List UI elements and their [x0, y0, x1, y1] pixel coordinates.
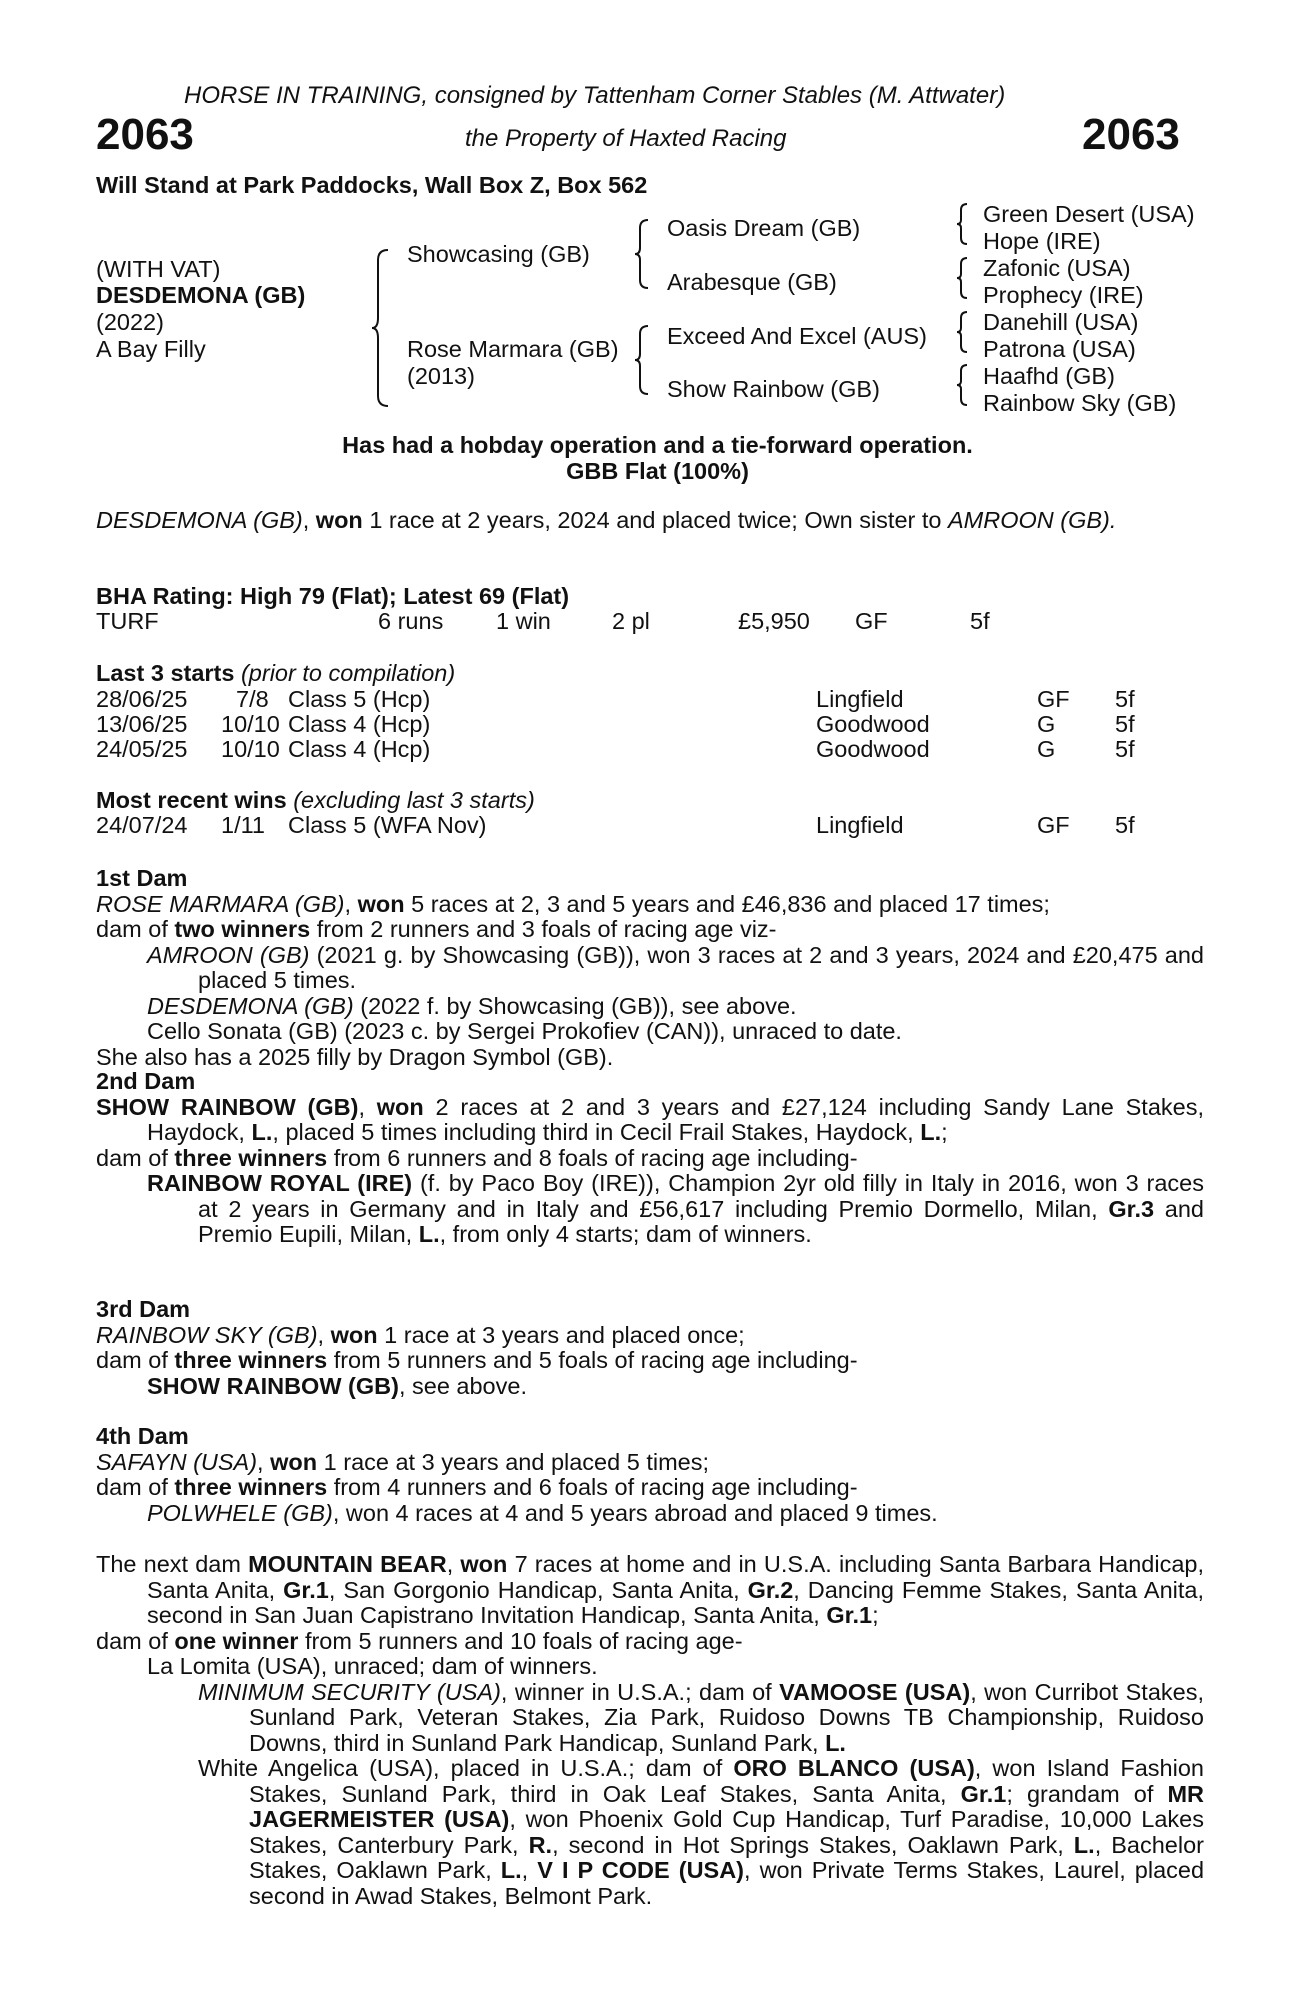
pedigree-ddd: Rainbow Sky (GB) — [983, 390, 1177, 416]
summary-text: 1 race at 2 years, 2024 and placed twice; Own sister to — [369, 507, 942, 533]
dam-of-suffix: from 5 runners and 10 foals of racing age- — [304, 1627, 743, 1654]
section-heading: 1st Dam — [96, 865, 188, 891]
progeny-text: , won 4 races at 4 and 5 years abroad and placed 9 times. — [332, 1499, 938, 1526]
listed-mark: L. — [418, 1221, 440, 1247]
next-dam-prefix: The next dam — [96, 1551, 241, 1577]
group-mark: Gr.1 — [283, 1576, 329, 1603]
pedigree-brace-ds — [955, 310, 969, 354]
dam-name: ROSE MARMARA (GB) — [96, 890, 345, 917]
consignment-line: HORSE IN TRAINING, consigned by Tattenham Corner Stables (M. Attwater) — [184, 82, 1006, 109]
lot-number-left: 2063 — [96, 110, 194, 159]
progeny-name: AMROON (GB) — [147, 941, 310, 968]
turf-going: GF — [855, 608, 888, 634]
summary-horse-name: DESDEMONA (GB) — [96, 507, 303, 533]
pedigree-dam: Rose Marmara (GB) — [407, 336, 619, 362]
table-row — [0, 712, 1315, 737]
start-position: 7/8 — [236, 686, 269, 712]
dam-won: won — [357, 890, 405, 917]
turf-surface: TURF — [96, 608, 159, 634]
location-line: Will Stand at Park Paddocks, Wall Box Z, Box 562 — [96, 172, 648, 198]
dam-of-suffix: from 4 runners and 6 foals of racing age including- — [333, 1474, 858, 1500]
progeny-text: ; grandam of — [1006, 1780, 1154, 1807]
listed-mark: L. — [1073, 1831, 1095, 1858]
start-distance: 5f — [1115, 686, 1135, 712]
dam-of-winners: two winners — [174, 916, 311, 942]
progeny-text: (f. by Paco Boy (IRE)), Champion 2yr old filly in Italy in 2016, won 3 races at 2 years in Germany and in Italy and £56,617 including Premio Dormello, Milan, — [198, 1170, 1205, 1222]
horse-name: DESDEMONA (GB) — [96, 282, 306, 308]
start-class: Class 4 (Hcp) — [288, 711, 431, 737]
gbb-note: GBB Flat (100%) — [566, 458, 749, 484]
start-course: Lingfield — [816, 686, 904, 712]
dam-of-suffix: from 6 runners and 8 foals of racing age including- — [333, 1144, 858, 1171]
listed-mark: L. — [825, 1729, 846, 1756]
last-starts-note: (prior to compilation) — [240, 660, 456, 686]
dam-record: ; — [941, 1119, 948, 1145]
progeny-text: , won Island Fashion Stakes, Sunland Park, third in Oak Leaf Stakes, Santa Anita, — [249, 1755, 1204, 1807]
progeny-text: , see above. — [398, 1372, 527, 1399]
pedigree-brace-dd — [955, 363, 969, 407]
win-distance: 5f — [1115, 812, 1135, 838]
turf-placed: 2 pl — [612, 608, 650, 634]
pedigree-brace-main — [370, 248, 392, 408]
last-starts-heading — [96, 661, 455, 687]
dam-record: , Dancing Femme Stakes, Santa Anita, second in San Juan Capistrano Invitation Handicap, Santa Anita, — [147, 1576, 1204, 1628]
dam-record: 5 races at 2, 3 and 5 years and £46,836 and placed 17 times; — [411, 890, 1050, 917]
start-course: Goodwood — [816, 711, 930, 737]
progeny-name: MINIMUM SECURITY (USA) — [198, 1678, 501, 1705]
operation-note: Has had a hobday operation and a tie-forward operation. — [342, 432, 973, 458]
section-heading: 3rd Dam — [96, 1296, 191, 1322]
progeny-name: ORO BLANCO (USA) — [733, 1755, 975, 1781]
progeny-text: , — [521, 1857, 529, 1883]
listed-mark: L. — [251, 1119, 273, 1145]
pedigree-brace-ss — [955, 202, 969, 246]
dam-also-note: She also has a 2025 filly by Dragon Symbol (GB). — [96, 1043, 614, 1070]
dam-name: SHOW RAINBOW (GB) — [96, 1093, 359, 1120]
listed-mark: L. — [920, 1119, 942, 1145]
dam-name: RAINBOW SKY (GB) — [96, 1321, 318, 1348]
table-row — [0, 737, 1315, 762]
pedigree-dss: Danehill (USA) — [983, 309, 1139, 335]
progeny-text: (2021 g. by Showcasing (GB)), won 3 races at 2 and 3 years, 2024 and £20,475 and placed 5 times. — [198, 941, 1204, 993]
recent-wins-note: (excluding last 3 starts) — [293, 787, 535, 813]
win-position: 1/11 — [221, 812, 265, 838]
horse-description: A Bay Filly — [96, 336, 206, 362]
progeny-text: La Lomita (USA), unraced; dam of winners. — [147, 1653, 598, 1679]
dam-of-suffix: from 5 runners and 5 foals of racing age including- — [333, 1347, 858, 1373]
turf-runs: 6 runs — [378, 608, 444, 634]
turf-record — [0, 609, 1315, 634]
dam-of-prefix: dam of — [96, 1474, 168, 1500]
win-class: Class 5 (WFA Nov) — [288, 812, 487, 838]
dam-record: 1 race at 3 years and placed once; — [384, 1321, 745, 1348]
group-mark: Gr.3 — [1108, 1195, 1155, 1222]
dam-won: won — [270, 1448, 318, 1475]
dam-of-prefix: dam of — [96, 916, 168, 942]
fourth-dam-section: 4th Dam SAFAYN (USA), won 1 race at 3 years and placed 5 times; dam of three winners from 4 runners and 6 foals of racing age including- POLWHELE (GB), won 4 races at 4 and 5 years abroad and placed 9 times. — [96, 1424, 1204, 1526]
pedigree-brace-sire — [633, 218, 651, 290]
pedigree-sss: Green Desert (USA) — [983, 201, 1195, 227]
win-course: Lingfield — [816, 812, 904, 838]
turf-wins: 1 win — [496, 608, 551, 634]
pedigree-sdd: Prophecy (IRE) — [983, 282, 1144, 308]
progeny-text: , from only 4 starts; dam of winners. — [439, 1221, 812, 1247]
progeny-name: VAMOOSE (USA) — [779, 1678, 971, 1705]
progeny-name: MR JAGERMEISTER (USA) — [249, 1780, 1205, 1832]
progeny-text: , winner in U.S.A.; dam of — [500, 1678, 772, 1705]
second-dam-section: 2nd Dam SHOW RAINBOW (GB), won 2 races at 2 and 3 years and £27,124 including Sandy Lane Stakes, Haydock, L., placed 5 times including third in Cecil Frail Stakes, Haydock, L.; dam of three winners from 6 runners and 8 foals of racing age including- RAINBOW ROYAL (IRE) (f. by Paco Boy (IRE)), Champion 2yr old filly in Italy in 2016, won 3 races at 2 years in Germany and in Italy and £56,617 including Premio Dormello, Milan, Gr.3 and Premio Eupili, Milan, L., from only 4 starts; dam of winners. — [96, 1068, 1205, 1247]
summary-sister: AMROON (GB). — [948, 507, 1117, 533]
progeny-name: POLWHELE (GB) — [147, 1499, 333, 1526]
dam-record: 1 race at 3 years and placed 5 times; — [323, 1448, 709, 1475]
progeny-text: , won Curribot Stakes, Sunland Park, Veteran Stakes, Zia Park, Ruidoso Downs TB Championship, Ruidoso Downs, third in Sunland Park Handicap, Sunland Park, — [249, 1678, 1204, 1756]
pedigree-dam-dam: Show Rainbow (GB) — [667, 376, 880, 402]
section-heading: 2nd Dam — [96, 1068, 196, 1094]
progeny-text: Cello Sonata (GB) (2023 c. by Sergei Prokofiev (CAN)), unraced to date. — [147, 1018, 902, 1044]
pedigree-sire-dam: Arabesque (GB) — [667, 269, 837, 295]
progeny-name: V I P CODE (USA) — [537, 1857, 745, 1883]
progeny-name: DESDEMONA (GB) — [147, 992, 354, 1019]
dam-of-prefix: dam of — [96, 1627, 168, 1654]
progeny-text: , won Private Terms Stakes, Laurel, placed second in Awad Stakes, Belmont Park. — [249, 1857, 1205, 1909]
progeny-text: and Premio Eupili, Milan, — [198, 1195, 1204, 1247]
dam-record: 2 races at 2 and 3 years and £27,124 including Sandy Lane Stakes, Haydock, — [147, 1093, 1205, 1145]
dam-won: won — [376, 1093, 424, 1120]
progeny-name: RAINBOW ROYAL (IRE) — [147, 1170, 413, 1196]
dam-name: SAFAYN (USA) — [96, 1448, 258, 1475]
turf-distance: 5f — [970, 608, 990, 634]
pedigree-dam-sire: Exceed And Excel (AUS) — [667, 323, 927, 349]
horse-year: (2022) — [96, 309, 164, 335]
turf-prize: £5,950 — [738, 608, 810, 634]
start-distance: 5f — [1115, 736, 1135, 762]
restricted-mark: R. — [528, 1831, 553, 1858]
dam-of-winners: three winners — [174, 1474, 328, 1500]
bha-rating: BHA Rating: High 79 (Flat); Latest 69 (Flat) — [96, 583, 570, 609]
next-dam-section: The next dam MOUNTAIN BEAR, won 7 races at home and in U.S.A. including Santa Barbara Handicap, Santa Anita, Gr.1, San Gorgonio Handicap, Santa Anita, Gr.2, Dancing Femme Stakes, Santa Anita, second in San Juan Capistrano Invitation Handicap, Santa Anita, Gr.1; dam of one winner from 5 runners and 10 foals of racing age- La Lomita (USA), unraced; dam of winners. MINIMUM SECURITY (USA), winner in U.S.A.; dam of VAMOOSE (USA), won Curribot Stakes, Sunland Park, Veteran Stakes, Zia Park, Ruidoso Downs TB Championship, Ruidoso Downs, third in Sunland Park Handicap, Sunland Park, L. White Angelica (USA), placed in U.S.A.; dam of ORO BLANCO (USA), won Island Fashion Stakes, Sunland Park, third in Oak Leaf Stakes, Santa Anita, Gr.1; grandam of MR JAGERMEISTER (USA), won Phoenix Gold Cup Handicap, Turf Paradise, 10,000 Lakes Stakes, Canterbury Park, R., second in Hot Springs Stakes, Oaklawn Park, L., Bachelor Stakes, Oaklawn Park, L., V I P CODE (USA), won Private Terms Stakes, Laurel, placed second in Awad Stakes, Belmont Park. — [96, 1551, 1205, 1909]
start-date: 13/06/25 — [96, 711, 188, 737]
progeny-text: , second in Hot Springs Stakes, Oaklawn Park, — [552, 1831, 1064, 1858]
progeny-text: , won Phoenix Gold Cup Handicap, Turf Paradise, 10,000 Lakes Stakes, Canterbury Park, — [249, 1806, 1204, 1858]
progeny-name: SHOW RAINBOW (GB) — [147, 1372, 399, 1399]
start-position: 10/10 — [221, 711, 280, 737]
start-going: G — [1037, 711, 1056, 737]
listed-mark: L. — [500, 1857, 522, 1883]
start-date: 28/06/25 — [96, 686, 188, 712]
progeny-text: White Angelica (USA), placed in U.S.A.; dam of — [198, 1755, 723, 1781]
dam-of-winners: three winners — [174, 1144, 328, 1171]
group-mark: Gr.1 — [960, 1780, 1007, 1807]
pedigree-dds: Haafhd (GB) — [983, 363, 1115, 389]
pedigree-sire-sire: Oasis Dream (GB) — [667, 215, 861, 241]
start-class: Class 5 (Hcp) — [288, 686, 431, 712]
dam-record: , San Gorgonio Handicap, Santa Anita, — [328, 1576, 740, 1603]
dam-won: won — [460, 1551, 508, 1577]
start-going: GF — [1037, 686, 1070, 712]
last-starts-title: Last 3 starts — [96, 660, 235, 686]
dam-of-suffix: from 2 runners and 3 foals of racing age viz- — [316, 916, 777, 942]
dam-record: 7 races at home and in U.S.A. including Santa Barbara Handicap, Santa Anita, — [147, 1551, 1205, 1603]
start-position: 10/10 — [221, 736, 280, 762]
progeny-text: (2022 f. by Showcasing (GB)), see above. — [360, 992, 797, 1019]
start-date: 24/05/25 — [96, 736, 188, 762]
dam-of-winners: one winner — [174, 1627, 299, 1654]
pedigree-brace-sd — [955, 256, 969, 300]
pedigree-ssd: Hope (IRE) — [983, 228, 1101, 254]
dam-of-prefix: dam of — [96, 1347, 168, 1373]
table-row — [0, 687, 1315, 712]
summary-paragraph: DESDEMONA (GB), won 1 race at 2 years, 2024 and placed twice; Own sister to AMROON (GB). — [96, 507, 1117, 533]
section-heading: 4th Dam — [96, 1423, 189, 1449]
table-row — [0, 813, 1315, 838]
recent-wins-title: Most recent wins — [96, 787, 287, 813]
start-class: Class 4 (Hcp) — [288, 736, 431, 762]
pedigree-brace-dam — [633, 324, 651, 396]
vat-note: (WITH VAT) — [96, 256, 221, 282]
first-dam-section: 1st Dam ROSE MARMARA (GB), won 5 races at 2, 3 and 5 years and £46,836 and placed 17 times; dam of two winners from 2 runners and 3 foals of racing age viz- AMROON (GB) (2021 g. by Showcasing (GB)), won 3 races at 2 and 3 years, 2024 and £20,475 and placed 5 times. DESDEMONA (GB) (2022 f. by Showcasing (GB)), see above. Cello Sonata (GB) (2023 c. by Sergei Prokofiev (CAN)), unraced to date. She also has a 2025 filly by Dragon Symbol (GB). — [96, 865, 1204, 1070]
dam-won: won — [330, 1321, 378, 1348]
dam-record: ; — [872, 1602, 879, 1628]
progeny-text: , Bachelor Stakes, Oaklawn Park, — [249, 1831, 1204, 1883]
start-distance: 5f — [1115, 711, 1135, 737]
group-mark: Gr.1 — [826, 1602, 873, 1628]
pedigree-sds: Zafonic (USA) — [983, 255, 1131, 281]
start-course: Goodwood — [816, 736, 930, 762]
win-going: GF — [1037, 812, 1070, 838]
dam-of-winners: three winners — [174, 1347, 328, 1373]
property-line: the Property of Haxted Racing — [465, 125, 787, 152]
dam-record: , placed 5 times including third in Cecil Frail Stakes, Haydock, — [272, 1119, 914, 1145]
summary-won: won — [315, 507, 363, 533]
dam-of-prefix: dam of — [96, 1144, 168, 1171]
recent-wins-heading — [96, 788, 535, 814]
start-going: G — [1037, 736, 1056, 762]
pedigree-dsd: Patrona (USA) — [983, 336, 1136, 362]
third-dam-section: 3rd Dam RAINBOW SKY (GB), won 1 race at 3 years and placed once; dam of three winners from 5 runners and 5 foals of racing age including- SHOW RAINBOW (GB), see above. — [96, 1297, 1204, 1399]
pedigree-dam-year: (2013) — [407, 363, 475, 389]
pedigree-sire: Showcasing (GB) — [407, 241, 590, 267]
win-date: 24/07/24 — [96, 812, 188, 838]
group-mark: Gr.2 — [747, 1576, 794, 1603]
dam-name: MOUNTAIN BEAR — [248, 1551, 447, 1577]
lot-number-right: 2063 — [1082, 110, 1180, 159]
